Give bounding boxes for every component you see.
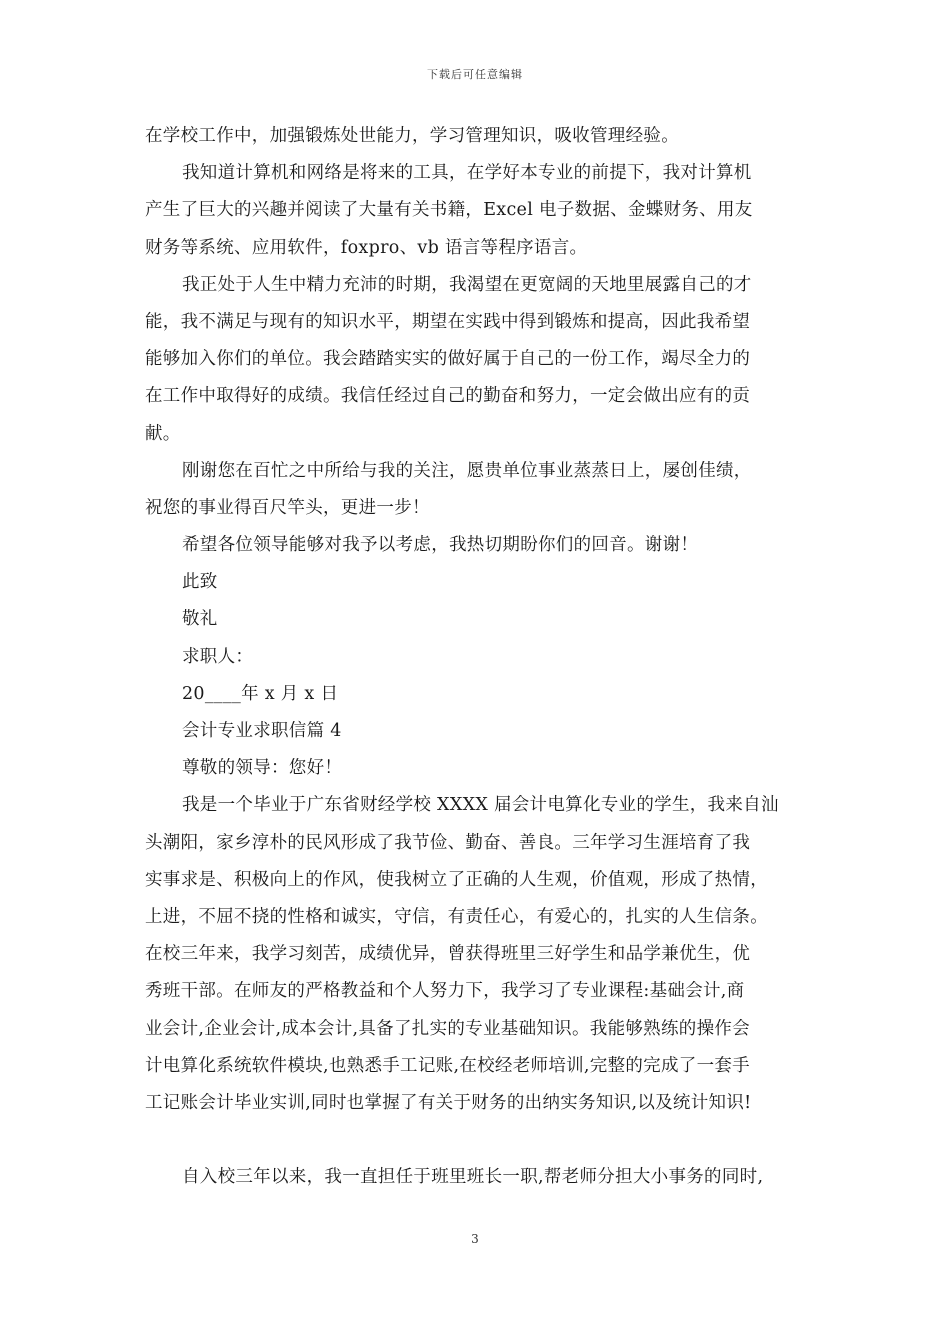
paragraph <box>145 1159 815 1196</box>
text-line: 能够加入你们的单位。我会踏踏实实的做好属于自己的一份工作，竭尽全力的 <box>145 349 751 370</box>
text-line: 能，我不满足与现有的知识水平，期望在实践中得到锻炼和提高，因此我希望 <box>145 311 751 332</box>
text-line: 会计专业求职信篇 4 <box>182 721 342 741</box>
text-line: 敬礼 <box>182 609 218 630</box>
paragraph <box>145 639 815 676</box>
text-line: 祝您的事业得百尺竿头，更进一步！ <box>145 497 430 518</box>
text-line: 希望各位领导能够对我予以考虑，我热切期盼你们的回音。谢谢！ <box>182 535 699 556</box>
text-line: 头潮阳，家乡淳朴的民风形成了我节俭、勤奋、善良。三年学习生涯培育了我 <box>145 832 751 853</box>
text-line: 财务等系统、应用软件，foxpro、vb 语言等程序语言。 <box>145 237 588 258</box>
paragraph <box>145 787 815 1122</box>
text-line: 刚谢您在百忙之中所给与我的关注，愿贵单位事业蒸蒸日上，屡创佳绩， <box>182 460 752 481</box>
text-line: 献。 <box>145 423 181 444</box>
paragraph <box>145 527 815 564</box>
text-line: 自入校三年以来，我一直担任于班里班长一职,帮老师分担大小事务的同时, <box>182 1167 764 1188</box>
text-line: 我是一个毕业于广东省财经学校 XXXX 届会计电算化专业的学生，我来自汕 <box>182 795 779 816</box>
text-line: 20____年 x 月 x 日 <box>182 683 339 704</box>
paragraph <box>145 713 815 750</box>
paragraph <box>145 676 815 713</box>
text-line: 上进，不屈不挠的性格和诚实，守信，有责任心，有爱心的，扎实的人生信条。 <box>145 906 768 927</box>
text-line: 实事求是、积极向上的作风，使我树立了正确的人生观，价值观，形成了热情， <box>145 869 768 890</box>
paragraph <box>145 155 815 267</box>
text-line: 产生了巨大的兴趣并阅读了大量有关书籍，Excel 电子数据、金蝶财务、用友 <box>145 200 753 221</box>
page-header: 下载后可任意编辑 <box>427 68 523 81</box>
paragraph <box>145 601 815 638</box>
text-line: 尊敬的领导：您好！ <box>182 758 343 779</box>
text-line: 在学校工作中，加强锻炼处世能力，学习管理知识，吸收管理经验。 <box>145 126 679 146</box>
text-line: 求职人： <box>182 646 254 667</box>
text-line: 计电算化系统软件模块,也熟悉手工记账,在校经老师培训,完整的完成了一套手 <box>145 1055 750 1076</box>
document-body <box>145 118 815 1196</box>
text-line: 工记账会计毕业实训,同时也掌握了有关于财务的出纳实务知识,以及统计知识! <box>145 1092 752 1113</box>
page-number: 3 <box>471 1232 479 1246</box>
paragraph <box>145 267 815 453</box>
text-line: 秀班干部。在师友的严格教益和个人努力下，我学习了专业课程:基础会计,商 <box>145 981 745 1002</box>
text-line: 业会计,企业会计,成本会计,具备了扎实的专业基础知识。我能够熟练的操作会 <box>145 1018 750 1039</box>
paragraph <box>145 750 815 787</box>
text-line: 此致 <box>182 572 218 593</box>
text-line: 在校三年来，我学习刻苦，成绩优异，曾获得班里三好学生和品学兼优生，优 <box>145 944 751 965</box>
paragraph <box>145 453 815 527</box>
text-line: 我正处于人生中精力充沛的时期，我渴望在更宽阔的天地里展露自己的才 <box>182 274 752 295</box>
text-line: 在工作中取得好的成绩。我信任经过自己的勤奋和努力，一定会做出应有的贡 <box>145 386 751 407</box>
paragraph <box>145 118 815 155</box>
paragraph <box>145 564 815 601</box>
paragraph-gap <box>145 1122 815 1159</box>
text-line: 我知道计算机和网络是将来的工具，在学好本专业的前提下，我对计算机 <box>182 163 752 184</box>
